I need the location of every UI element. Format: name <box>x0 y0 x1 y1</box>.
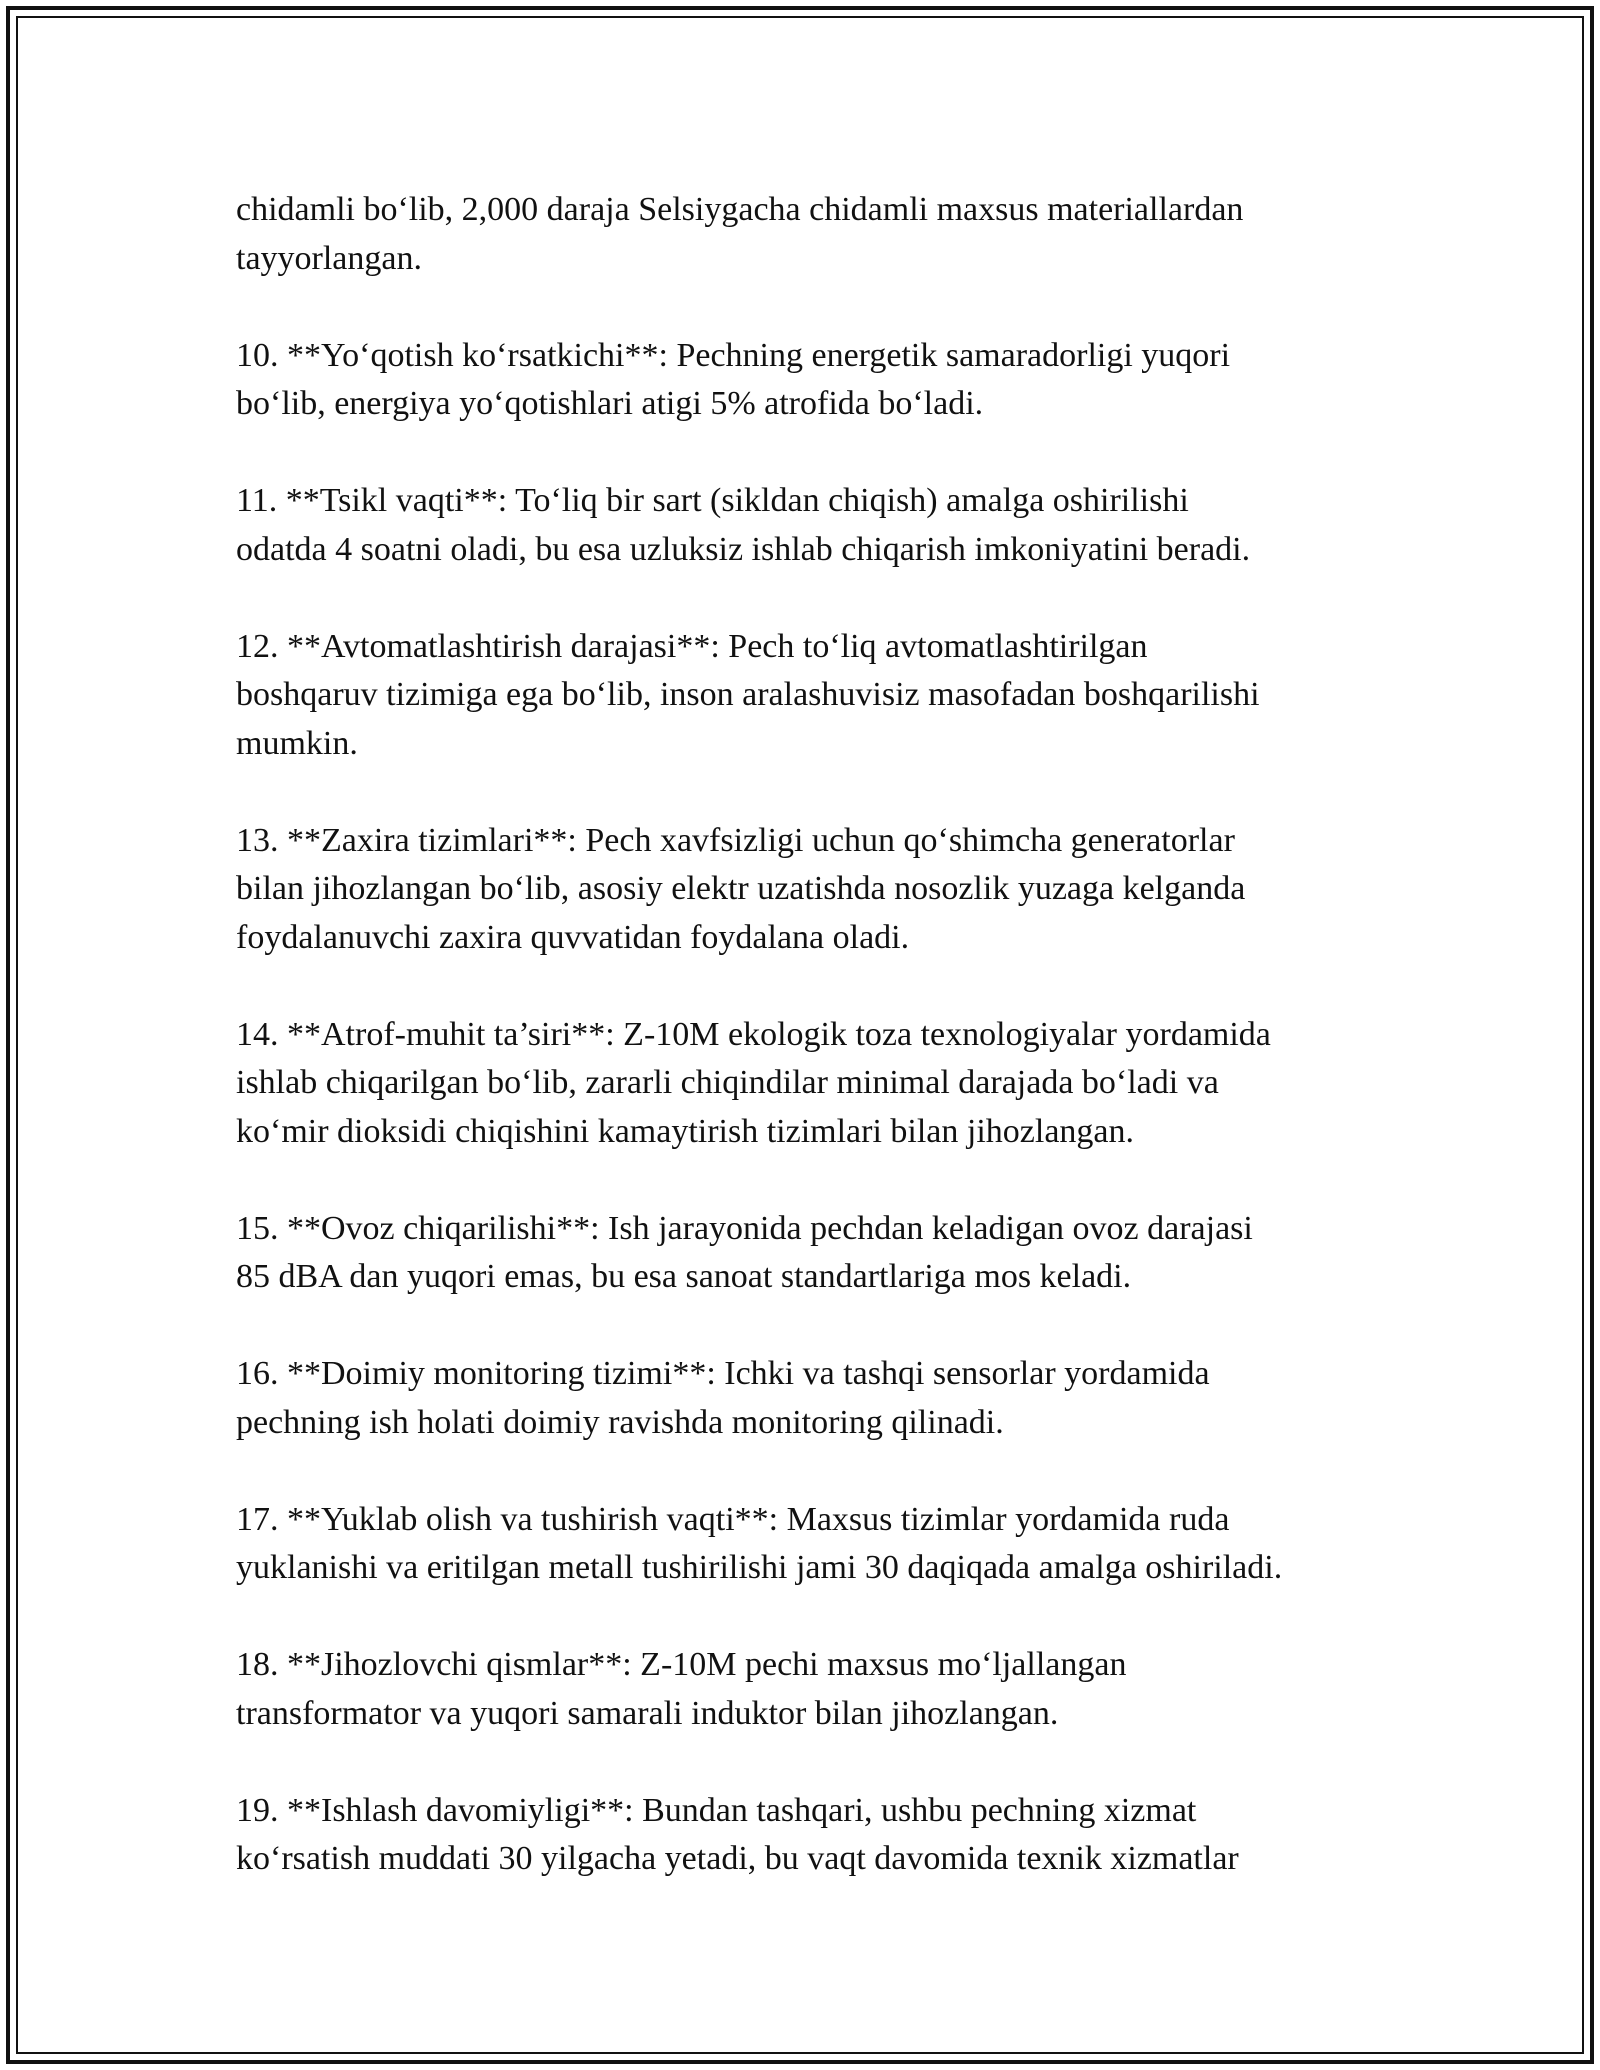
paragraph-item-15: 15. **Ovoz chiqarilishi**: Ish jarayonida pechdan keladigan ovoz darajasi 85 dBA dan yuqori emas, bu esa sanoat standartlariga mos keladi. <box>236 1209 1253 1295</box>
paragraph-item-14: 14. **Atrof-muhit ta’siri**: Z-10M ekologik toza texnologiyalar yordamida ishlab chiqarilgan bo‘lib, zararli chiqindilar minimal darajada bo‘ladi va ko‘mir dioksidi chiqishini kamaytirish tizimlari bilan jihozlangan. <box>236 1015 1271 1150</box>
paragraph-item-17: 17. **Yuklab olish va tushirish vaqti**: Maxsus tizimlar yordamida ruda yuklanishi va eritilgan metall tushirilishi jami 30 daqiqada amalga oshiriladi. <box>236 1500 1283 1586</box>
paragraph-item-13: 13. **Zaxira tizimlari**: Pech xavfsizligi uchun qo‘shimcha generatorlar bilan jihozlangan bo‘lib, asosiy elektr uzatishda nosozlik yuzaga kelganda foydalanuvchi zaxira quvvatidan foydalana oladi. <box>236 821 1246 956</box>
paragraph-continuation: chidamli bo‘lib, 2,000 daraja Selsiygacha chidamli maxsus materiallardan tayyorlangan. <box>236 191 1244 277</box>
paragraph-item-18: 18. **Jihozlovchi qismlar**: Z-10M pechi maxsus mo‘ljallangan transformator va yuqori samarali induktor bilan jihozlangan. <box>236 1646 1127 1732</box>
document-body <box>236 186 1396 1932</box>
paragraph-item-10: 10. **Yo‘qotish ko‘rsatkichi**: Pechning energetik samaradorligi yuqori bo‘lib, energiya yo‘qotishlari atigi 5% atrofida bo‘ladi. <box>236 336 1231 422</box>
paragraph-item-19: 19. **Ishlash davomiyligi**: Bundan tashqari, ushbu pechning xizmat ko‘rsatish muddati 30 yilgacha yetadi, bu vaqt davomida texnik xizmatlar <box>236 1791 1239 1877</box>
paragraph-item-16: 16. **Doimiy monitoring tizimi**: Ichki va tashqi sensorlar yordamida pechning ish holati doimiy ravishda monitoring qilinadi. <box>236 1355 1210 1441</box>
paragraph-item-12: 12. **Avtomatlashtirish darajasi**: Pech to‘liq avtomatlashtirilgan boshqaruv tizimiga ega bo‘lib, inson aralashuvisiz masofadan boshqarilishi mumkin. <box>236 627 1260 762</box>
paragraph-item-11: 11. **Tsikl vaqti**: To‘liq bir sart (sikldan chiqish) amalga oshirilishi odatda 4 soatni oladi, bu esa uzluksiz ishlab chiqarish imkoniyatini beradi. <box>236 482 1251 568</box>
